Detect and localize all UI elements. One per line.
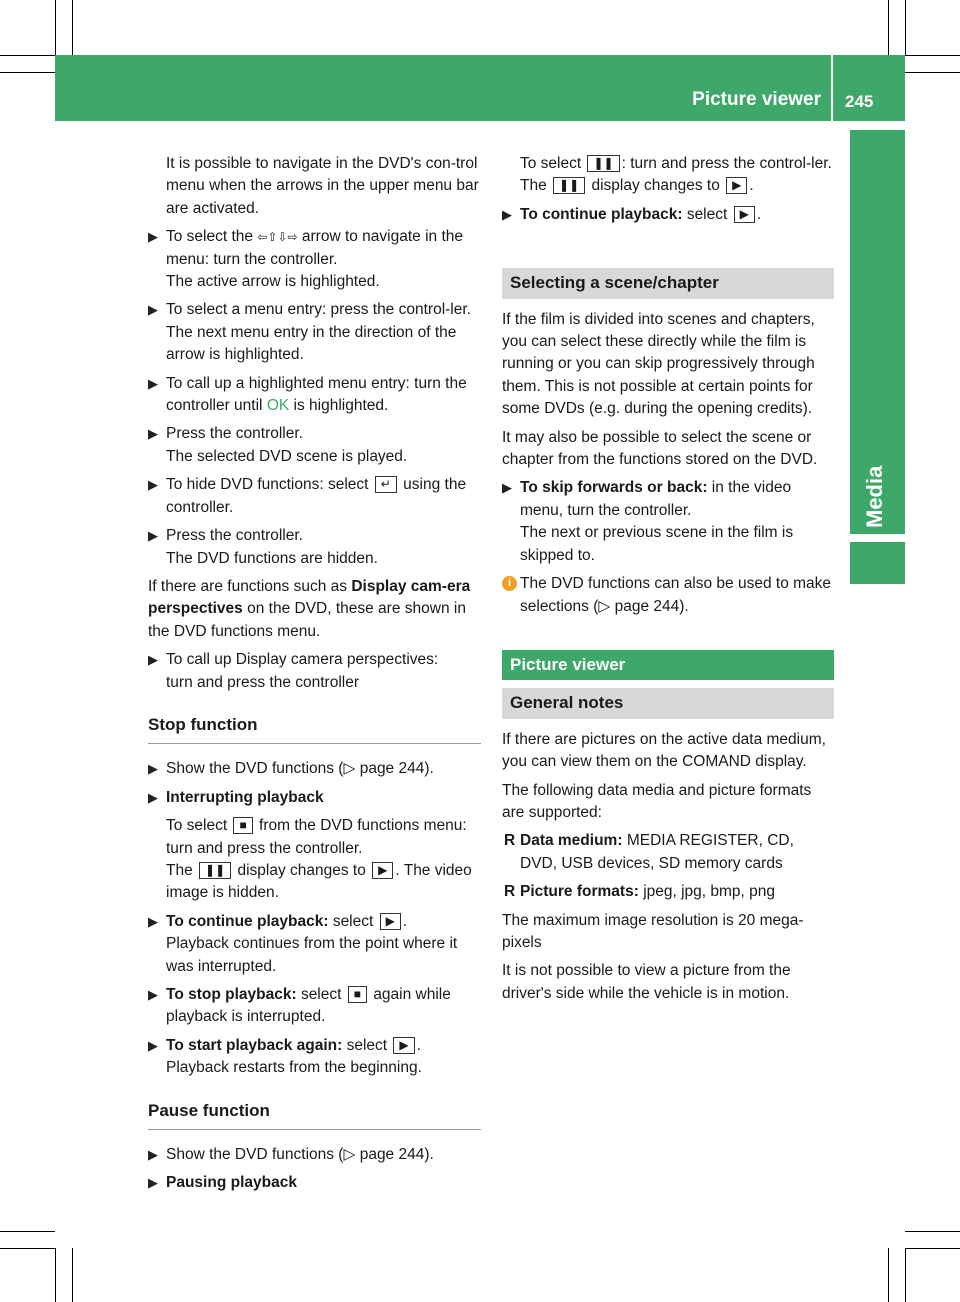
list-item: ▶ To hide DVD functions: select ↵ using the controller. bbox=[148, 476, 467, 516]
list-item: R Data medium: MEDIA REGISTER, CD, DVD, USB devices, SD memory cards bbox=[504, 832, 794, 872]
stop-icon: ■ bbox=[348, 986, 367, 1003]
crop-mark bbox=[55, 0, 56, 55]
crop-mark bbox=[72, 1248, 73, 1302]
right-column bbox=[502, 153, 834, 1011]
list-item: ▶ To call up Display camera perspectives: turn and press the controller bbox=[148, 651, 439, 691]
list-item: ▶ Show the DVD functions (▷ page 244). bbox=[148, 758, 481, 780]
paragraph: It is not possible to view a picture from the driver's side while the vehicle is in motion. bbox=[502, 962, 791, 1002]
arrow-icon: ▶ bbox=[148, 1037, 158, 1053]
list-item: ▶ Pausing playback bbox=[148, 1172, 481, 1194]
list-item: R Picture formats: jpeg, jpg, bmp, png bbox=[502, 881, 834, 903]
arrow-icon: ▶ bbox=[148, 987, 158, 1002]
arrow-icon: ▶ bbox=[148, 913, 158, 929]
section-heading: Stop function bbox=[148, 710, 481, 744]
paragraph: To select ❚❚ : turn and press the control-ler. The ❚❚ display changes to ▶ . bbox=[520, 155, 832, 195]
subsection-heading: General notes bbox=[502, 688, 834, 718]
arrow-icon: ▶ bbox=[148, 761, 158, 777]
section-heading: Pause function bbox=[148, 1096, 481, 1130]
nav-arrows-icon: ⇦⇧⇩⇨ bbox=[257, 230, 298, 245]
list-item: ▶ Press the controller. The selected DVD scene is played. bbox=[148, 425, 408, 465]
arrow-icon: ▶ bbox=[148, 426, 158, 442]
section-heading: Picture viewer bbox=[502, 650, 834, 680]
arrow-icon: ▶ bbox=[148, 302, 158, 318]
crop-mark bbox=[0, 55, 55, 56]
crop-mark bbox=[55, 1248, 56, 1302]
arrow-icon: ▶ bbox=[148, 652, 158, 668]
arrow-icon: ▶ bbox=[148, 477, 158, 493]
crop-mark bbox=[0, 1248, 55, 1249]
info-note: i The DVD functions can also be used to make selections (▷ page 244). bbox=[502, 573, 834, 618]
list-item: ▶ To select the ⇦⇧⇩⇨ arrow to navigate in the menu: turn the controller. The active arrow is highlighted. bbox=[148, 228, 463, 291]
section-heading: Selecting a scene/chapter bbox=[502, 268, 834, 298]
list-item: ▶ To continue playback: select ▶ . bbox=[502, 204, 834, 226]
stop-icon: ■ bbox=[233, 817, 252, 834]
list-item: ▶ To skip forwards or back: in the video menu, turn the controller. The next or previous scene in the film is skipped to. bbox=[502, 479, 794, 564]
bullet-icon: R bbox=[504, 883, 516, 901]
crop-mark bbox=[905, 1248, 906, 1302]
list-item: ▶ To call up a highlighted menu entry: turn the controller until OK is highlighted. bbox=[148, 374, 467, 415]
arrow-icon: ▶ bbox=[148, 229, 158, 245]
paragraph: The maximum image resolution is 20 mega-pixels bbox=[502, 911, 804, 951]
arrow-icon: ▶ bbox=[148, 1147, 158, 1163]
list-item: ▶ To select a menu entry: press the control-ler. The next menu entry in the direction of the arrow is highlighted. bbox=[148, 301, 471, 364]
arrow-icon: ▶ bbox=[148, 789, 158, 805]
arrow-icon: ▶ bbox=[502, 480, 512, 496]
header-title: Picture viewer bbox=[692, 89, 821, 110]
paragraph: To select ■ from the DVD functions menu: turn and press the controller. The ❚❚ display changes to ▶ . The video image is hidden. bbox=[166, 817, 472, 902]
list-item: ▶ Interrupting playback bbox=[148, 787, 481, 809]
list-item: ▶ To stop playback: select ■ again while playback is interrupted. bbox=[148, 986, 451, 1026]
arrow-icon: ▶ bbox=[148, 1175, 158, 1191]
chapter-tab bbox=[850, 130, 905, 534]
arrow-icon: ▶ bbox=[502, 206, 512, 222]
header-divider bbox=[831, 55, 833, 121]
crop-mark bbox=[905, 55, 960, 56]
crop-mark bbox=[905, 72, 960, 73]
pause-icon: ❚❚ bbox=[199, 862, 231, 879]
crop-mark bbox=[0, 72, 55, 73]
pause-icon: ❚❚ bbox=[587, 155, 619, 172]
list-item: ▶ To continue playback: select ▶ . Playback continues from the point where it was interrupted. bbox=[148, 912, 458, 975]
list-item: ▶ Show the DVD functions (▷ page 244). bbox=[148, 1144, 481, 1166]
play-icon: ▶ bbox=[726, 177, 747, 194]
paragraph: If there are pictures on the active data medium, you can view them on the COMAND display. bbox=[502, 730, 826, 771]
list-item: ▶ To start playback again: select ▶ . Playback restarts from the beginning. bbox=[148, 1036, 422, 1077]
paragraph: It may also be possible to select the scene or chapter from the functions stored on the DVD. bbox=[502, 428, 818, 469]
page-number: 245 bbox=[845, 92, 874, 111]
play-icon: ▶ bbox=[734, 206, 755, 223]
paragraph: It is possible to navigate in the DVD's con-trol menu when the arrows in the upper menu bar are activated. bbox=[166, 155, 479, 217]
play-icon: ▶ bbox=[380, 913, 401, 930]
crop-mark bbox=[905, 1231, 960, 1232]
paragraph: If there are functions such as Display cam-era perspectives on the DVD, these are shown in the DVD functions menu. bbox=[148, 577, 471, 640]
paragraph: The following data media and picture formats are supported: bbox=[502, 781, 812, 821]
list-item: ▶ Press the controller. The DVD functions are hidden. bbox=[148, 527, 378, 567]
play-icon: ▶ bbox=[393, 1037, 414, 1054]
bullet-icon: R bbox=[504, 832, 516, 850]
page-header bbox=[55, 55, 905, 121]
arrow-icon: ▶ bbox=[148, 528, 158, 544]
ok-label: OK bbox=[266, 397, 290, 415]
pause-icon: ❚❚ bbox=[553, 177, 585, 194]
info-icon: i bbox=[502, 576, 517, 591]
paragraph: If the film is divided into scenes and chapters, you can select these directly while the film is running or you can skip progressively through them. This is not possible at certain points for some DVDs (e.g. during the opening credits). bbox=[502, 310, 815, 418]
chapter-marker bbox=[850, 542, 905, 584]
left-column bbox=[148, 153, 481, 1201]
arrow-icon: ▶ bbox=[148, 375, 158, 391]
crop-mark bbox=[0, 1231, 55, 1232]
back-icon: ↵ bbox=[375, 476, 397, 493]
crop-mark bbox=[905, 1248, 960, 1249]
crop-mark bbox=[888, 0, 889, 55]
crop-mark bbox=[888, 1248, 889, 1302]
chapter-tab-label: Media bbox=[862, 465, 887, 528]
crop-mark bbox=[72, 0, 73, 55]
play-icon: ▶ bbox=[372, 862, 393, 879]
crop-mark bbox=[905, 0, 906, 55]
